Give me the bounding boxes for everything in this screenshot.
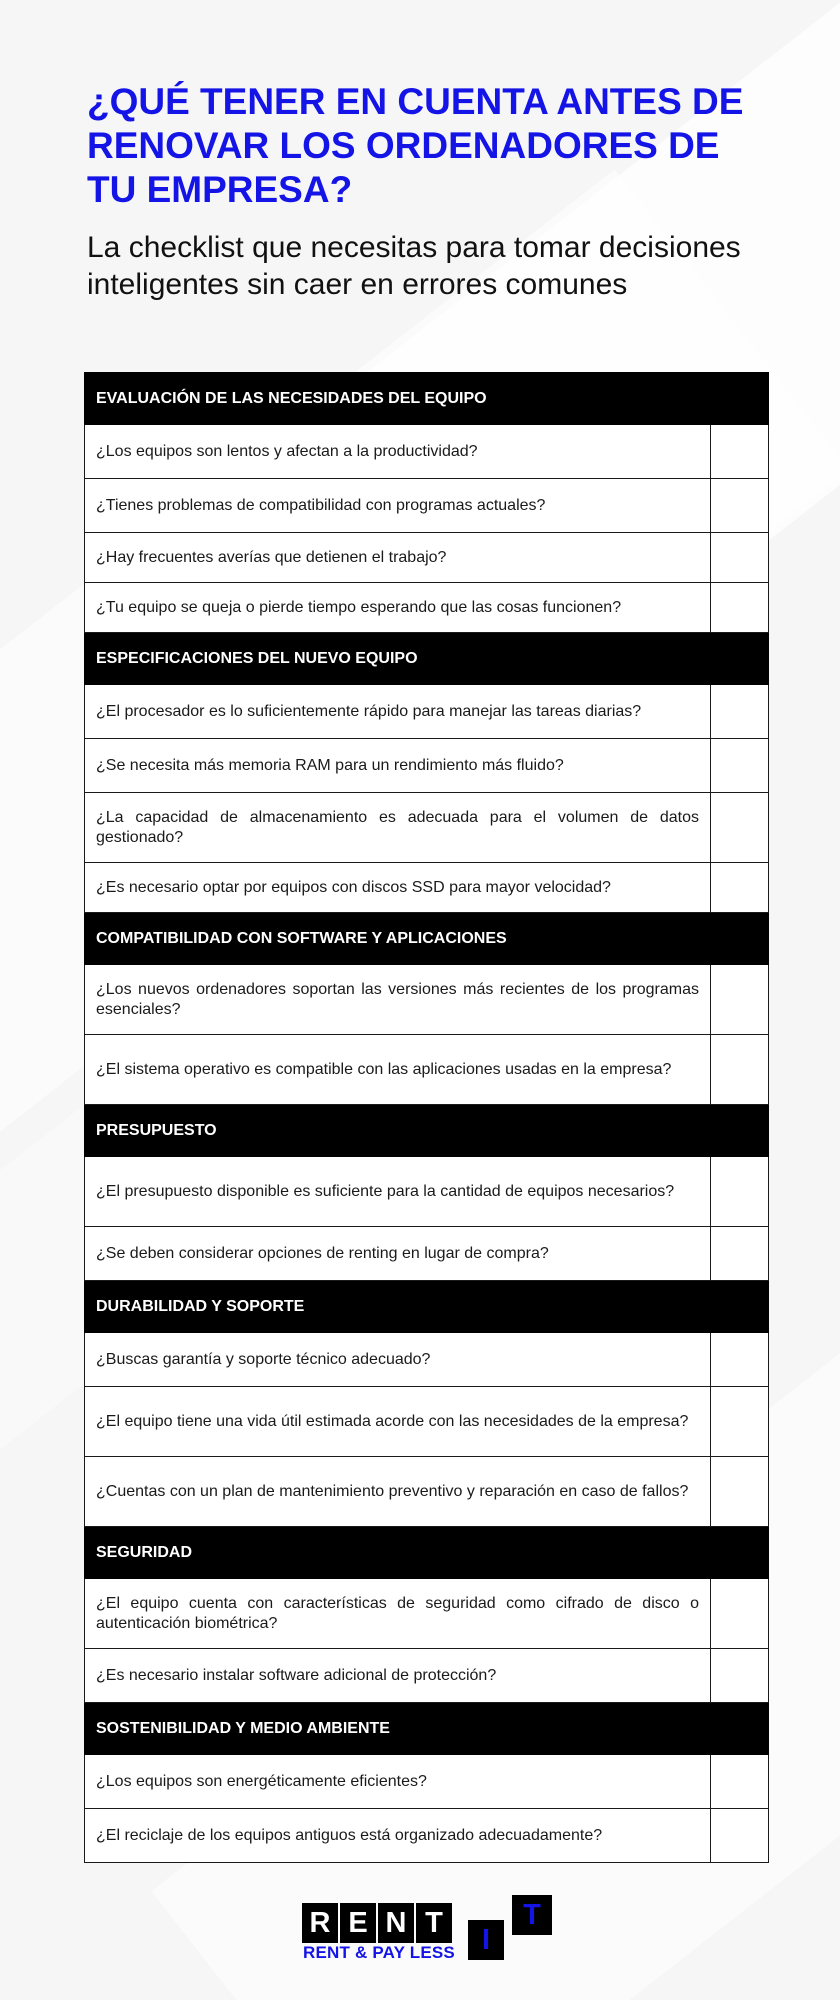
- section-header: [85, 373, 769, 425]
- checkbox-cell[interactable]: [710, 1457, 768, 1527]
- checklist-table: [84, 372, 769, 1863]
- checklist-question: ¿Los equipos son lentos y afectan a la productividad?: [85, 425, 711, 479]
- section-header: [85, 1281, 769, 1333]
- section-heading: SEGURIDAD: [85, 1527, 769, 1579]
- section-heading: ESPECIFICACIONES DEL NUEVO EQUIPO: [85, 633, 769, 685]
- checklist-question: ¿El sistema operativo es compatible con las aplicaciones usadas en la empresa?: [85, 1035, 711, 1105]
- checklist-row: [85, 863, 769, 913]
- checklist-question: ¿Es necesario instalar software adicional de protección?: [85, 1649, 711, 1703]
- section-header: [85, 1105, 769, 1157]
- checklist-question: ¿Cuentas con un plan de mantenimiento preventivo y reparación en caso de fallos?: [85, 1457, 711, 1527]
- logo-letter: R: [302, 1903, 338, 1943]
- page-subtitle: La checklist que necesitas para tomar decisiones inteligentes sin caer en errores comunes: [87, 231, 741, 301]
- section-heading: DURABILIDAD Y SOPORTE: [85, 1281, 769, 1333]
- checkbox-cell[interactable]: [710, 583, 768, 633]
- logo-tagline: RENT & PAY LESS: [303, 1943, 455, 1962]
- checklist-question: ¿El reciclaje de los equipos antiguos está organizado adecuadamente?: [85, 1809, 711, 1863]
- checklist-row: [85, 1755, 769, 1809]
- checklist-question: ¿Buscas garantía y soporte técnico adecuado?: [85, 1333, 711, 1387]
- checklist-question: ¿El equipo cuenta con características de seguridad como cifrado de disco o autenticación biométrica?: [85, 1579, 711, 1649]
- checklist-row: [85, 965, 769, 1035]
- section-heading: EVALUACIÓN DE LAS NECESIDADES DEL EQUIPO: [85, 373, 769, 425]
- logo-letter: N: [378, 1903, 414, 1943]
- checklist-row: [85, 1157, 769, 1227]
- checklist-row: [85, 1579, 769, 1649]
- checklist-row: [85, 1649, 769, 1703]
- checkbox-cell[interactable]: [710, 479, 768, 533]
- checklist-question: ¿El equipo tiene una vida útil estimada acorde con las necesidades de la empresa?: [85, 1387, 711, 1457]
- logo-letter: E: [340, 1903, 376, 1943]
- checkbox-cell[interactable]: [710, 1387, 768, 1457]
- page-title: ¿QUÉ TENER EN CUENTA ANTES DE RENOVAR LOS ORDENADORES DE TU EMPRESA?: [87, 81, 744, 210]
- checklist-row: [85, 1387, 769, 1457]
- checkbox-cell[interactable]: [710, 1157, 768, 1227]
- checklist-question: ¿Se necesita más memoria RAM para un rendimiento más fluido?: [85, 739, 711, 793]
- checklist-question: ¿La capacidad de almacenamiento es adecuada para el volumen de datos gestionado?: [85, 793, 711, 863]
- checklist-question: ¿Tienes problemas de compatibilidad con programas actuales?: [85, 479, 711, 533]
- checklist-question: ¿Es necesario optar por equipos con discos SSD para mayor velocidad?: [85, 863, 711, 913]
- checklist-question: ¿Tu equipo se queja o pierde tiempo esperando que las cosas funcionen?: [85, 583, 711, 633]
- checklist-row: [85, 739, 769, 793]
- checkbox-cell[interactable]: [710, 425, 768, 479]
- section-header: [85, 913, 769, 965]
- checkbox-cell[interactable]: [710, 1579, 768, 1649]
- checklist-row: [85, 1457, 769, 1527]
- section-header: [85, 1527, 769, 1579]
- checkbox-cell[interactable]: [710, 533, 768, 583]
- logo-letter: T: [416, 1903, 452, 1943]
- checklist-question: ¿Los equipos son energéticamente eficientes?: [85, 1755, 711, 1809]
- checklist-row: [85, 1227, 769, 1281]
- checklist-row: [85, 583, 769, 633]
- logo-letter: T: [512, 1895, 552, 1935]
- checkbox-cell[interactable]: [710, 1809, 768, 1863]
- checkbox-cell[interactable]: [710, 1227, 768, 1281]
- checklist-question: ¿El procesador es lo suficientemente rápido para manejar las tareas diarias?: [85, 685, 711, 739]
- checkbox-cell[interactable]: [710, 1035, 768, 1105]
- checkbox-cell[interactable]: [710, 793, 768, 863]
- checklist-question: ¿Hay frecuentes averías que detienen el trabajo?: [85, 533, 711, 583]
- section-header: [85, 1703, 769, 1755]
- section-heading: PRESUPUESTO: [85, 1105, 769, 1157]
- checkbox-cell[interactable]: [710, 1333, 768, 1387]
- checklist-question: ¿El presupuesto disponible es suficiente para la cantidad de equipos necesarios?: [85, 1157, 711, 1227]
- section-heading: COMPATIBILIDAD CON SOFTWARE Y APLICACIONES: [85, 913, 769, 965]
- logo-letter: I: [468, 1920, 504, 1960]
- checklist-row: [85, 425, 769, 479]
- checklist-row: [85, 1035, 769, 1105]
- checklist-row: [85, 479, 769, 533]
- checklist-row: [85, 793, 769, 863]
- section-heading: SOSTENIBILIDAD Y MEDIO AMBIENTE: [85, 1703, 769, 1755]
- checkbox-cell[interactable]: [710, 1649, 768, 1703]
- checklist-row: [85, 1809, 769, 1863]
- checklist-row: [85, 533, 769, 583]
- checklist-row: [85, 1333, 769, 1387]
- checkbox-cell[interactable]: [710, 739, 768, 793]
- checklist-question: ¿Los nuevos ordenadores soportan las versiones más recientes de los programas esenciales?: [85, 965, 711, 1035]
- section-header: [85, 633, 769, 685]
- checkbox-cell[interactable]: [710, 863, 768, 913]
- checklist-question: ¿Se deben considerar opciones de renting en lugar de compra?: [85, 1227, 711, 1281]
- checkbox-cell[interactable]: [710, 1755, 768, 1809]
- checkbox-cell[interactable]: [710, 685, 768, 739]
- checkbox-cell[interactable]: [710, 965, 768, 1035]
- checklist-row: [85, 685, 769, 739]
- rentit-logo: [300, 1895, 555, 1960]
